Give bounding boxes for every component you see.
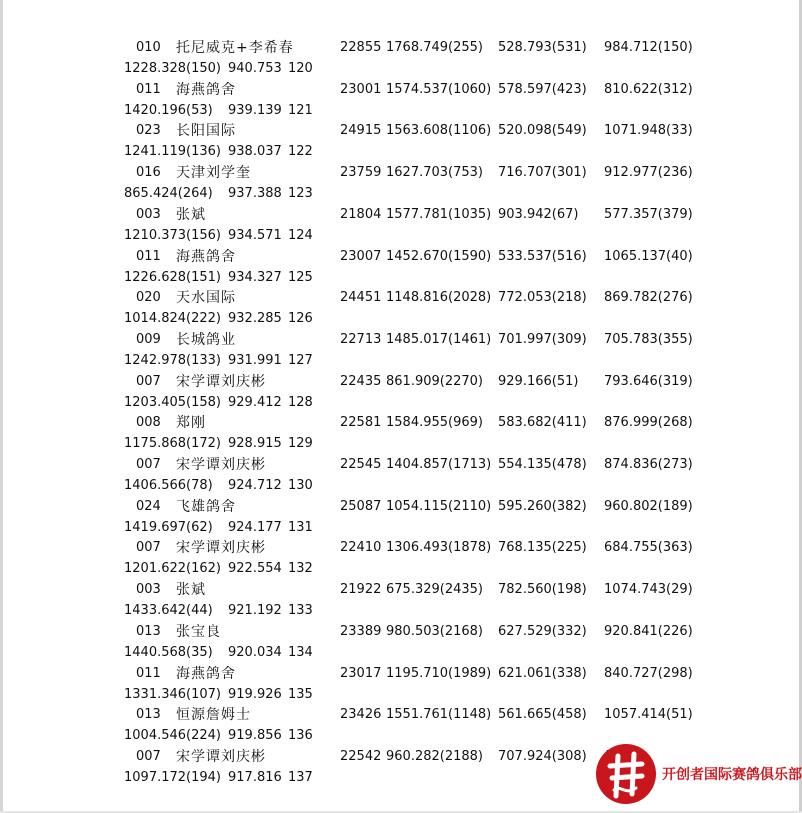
record-s1: 1306.493(1878) (386, 540, 492, 556)
record-rank: 125 (288, 269, 313, 285)
record-rank: 131 (288, 519, 313, 535)
record-s4: 1004.546(224) (124, 728, 221, 744)
record-seq: 010 (136, 40, 161, 55)
record-ring: 21804 (340, 206, 382, 222)
record-s1: 1404.857(1713) (386, 457, 492, 472)
record-seq: 008 (136, 415, 161, 431)
record-s2: 627.529(332) (498, 623, 587, 639)
record-s2: 595.260(382) (498, 498, 587, 514)
record-ring: 22713 (340, 331, 382, 347)
record-s1: 1563.608(1106) (386, 123, 492, 139)
record-total: 922.554 (228, 561, 282, 577)
record-rank: 124 (288, 227, 313, 243)
record-line-1 (0, 413, 802, 433)
record-s3: 684.755(363) (604, 540, 693, 556)
record-seq: 009 (136, 331, 161, 347)
record-line-2 (0, 59, 802, 79)
result-record (0, 330, 802, 372)
record-rank: 123 (288, 186, 313, 202)
record-line-1 (0, 163, 802, 183)
club-watermark (596, 744, 802, 804)
record-s1: 1452.670(1590) (386, 248, 492, 264)
record-s1: 1551.761(1148) (386, 707, 492, 723)
club-name: 开创者国际赛鸽俱乐部 (662, 767, 802, 783)
record-name: 天水国际 (176, 290, 236, 307)
record-ring: 25087 (340, 498, 382, 514)
record-s3: 1074.743(29) (604, 582, 693, 598)
record-ring: 24451 (340, 290, 382, 306)
record-total: 931.991 (228, 352, 282, 368)
record-s3: 984.712(150) (604, 40, 693, 55)
record-ring: 23426 (340, 707, 382, 723)
record-line-2 (0, 184, 802, 204)
record-s1: 1195.710(1989) (386, 665, 492, 681)
record-seq: 007 (136, 373, 161, 389)
result-record (0, 205, 802, 247)
record-seq: 007 (136, 748, 161, 764)
record-s2: 707.924(308) (498, 748, 587, 764)
record-s4: 1097.172(194) (124, 769, 221, 785)
result-record (0, 497, 802, 539)
record-line-1 (0, 455, 802, 475)
record-ring: 23007 (340, 248, 382, 264)
record-s4: 1226.628(151) (124, 269, 221, 285)
record-rank: 127 (288, 352, 313, 368)
record-seq: 020 (136, 290, 161, 306)
record-ring: 23389 (340, 623, 382, 639)
record-s4: 1419.697(62) (124, 519, 213, 535)
record-s3: 840.727(298) (604, 665, 693, 681)
record-s4: 1433.642(44) (124, 603, 213, 619)
record-s3: 810.622(312) (604, 81, 693, 97)
record-s1: 1577.781(1035) (386, 206, 492, 222)
record-s2: 929.166(51) (498, 373, 579, 389)
record-ring: 23759 (340, 165, 382, 181)
record-seq: 003 (136, 582, 161, 598)
record-s4: 1175.868(172) (124, 436, 221, 452)
record-name: 张宝良 (176, 623, 221, 640)
record-s4: 1242.978(133) (124, 352, 221, 368)
record-s1: 675.329(2435) (386, 582, 483, 598)
record-s3: 920.841(226) (604, 623, 693, 639)
record-line-2 (0, 142, 802, 162)
result-record (0, 664, 802, 706)
record-s2: 701.997(309) (498, 331, 587, 347)
record-line-1 (0, 80, 802, 100)
record-total: 919.926 (228, 686, 282, 702)
record-name: 宋学谭刘庆彬 (176, 457, 266, 473)
record-rank: 137 (288, 769, 313, 785)
record-s3: 876.999(268) (604, 415, 693, 431)
record-ring: 24915 (340, 123, 382, 139)
result-record (0, 247, 802, 289)
record-total: 921.192 (228, 603, 282, 619)
record-line-1 (0, 372, 802, 392)
record-s3: 960.802(189) (604, 498, 693, 514)
record-name: 长城鸽业 (176, 331, 236, 348)
record-name: 托尼威克+李希春 (176, 40, 294, 56)
record-name: 郑刚 (176, 415, 206, 432)
record-total: 934.571 (228, 227, 282, 243)
record-name: 海燕鸽舍 (176, 665, 236, 682)
record-seq: 011 (136, 665, 161, 681)
record-line-1 (0, 38, 802, 58)
record-name: 天津刘学奎 (176, 165, 251, 182)
record-rank: 122 (288, 144, 313, 160)
record-line-2 (0, 559, 802, 579)
record-s2: 528.793(531) (498, 40, 587, 55)
record-line-1 (0, 497, 802, 517)
record-s4: 1241.119(136) (124, 144, 221, 160)
record-s1: 1768.749(255) (386, 40, 483, 55)
record-seq: 007 (136, 457, 161, 472)
record-s3: 1065.137(40) (604, 248, 693, 264)
record-rank: 135 (288, 686, 313, 702)
record-s2: 716.707(301) (498, 165, 587, 181)
record-seq: 011 (136, 248, 161, 264)
record-s2: 621.061(338) (498, 665, 587, 681)
record-name: 海燕鸽舍 (176, 81, 236, 98)
record-rank: 136 (288, 728, 313, 744)
record-s1: 1574.537(1060) (386, 81, 492, 97)
record-total: 919.856 (228, 728, 282, 744)
record-ring: 23017 (340, 665, 382, 681)
record-ring: 22545 (340, 457, 382, 472)
record-line-1 (0, 664, 802, 684)
club-seal-logo (596, 744, 656, 804)
result-record (0, 372, 802, 414)
record-s4: 1331.346(107) (124, 686, 221, 702)
record-seq: 016 (136, 165, 161, 181)
record-name: 宋学谭刘庆彬 (176, 748, 266, 765)
result-record (0, 455, 802, 497)
record-s2: 578.597(423) (498, 81, 587, 97)
record-ring: 23001 (340, 81, 382, 97)
record-line-2 (0, 476, 802, 496)
record-line-2 (0, 601, 802, 621)
record-s4: 1014.824(222) (124, 311, 221, 327)
record-s2: 772.053(218) (498, 290, 587, 306)
record-s1: 960.282(2188) (386, 748, 483, 764)
record-s2: 554.135(478) (498, 457, 587, 472)
record-rank: 130 (288, 478, 313, 493)
record-total: 929.412 (228, 394, 282, 410)
result-record (0, 288, 802, 330)
record-name: 宋学谭刘庆彬 (176, 540, 266, 557)
record-rank: 133 (288, 603, 313, 619)
record-s4: 1406.566(78) (124, 478, 213, 493)
record-line-1 (0, 288, 802, 308)
record-ring: 21922 (340, 582, 382, 598)
record-s1: 1054.115(2110) (386, 498, 492, 514)
record-s1: 1627.703(753) (386, 165, 483, 181)
record-s1: 861.909(2270) (386, 373, 483, 389)
record-total: 937.388 (228, 186, 282, 202)
record-s2: 768.135(225) (498, 540, 587, 556)
record-name: 飞雄鸽舍 (176, 498, 236, 515)
record-s1: 980.503(2168) (386, 623, 483, 639)
result-record (0, 121, 802, 163)
record-line-1 (0, 705, 802, 725)
record-line-2 (0, 101, 802, 121)
record-line-2 (0, 643, 802, 663)
record-total: 939.139 (228, 102, 282, 118)
record-s4: 1440.568(35) (124, 644, 213, 660)
record-line-2 (0, 268, 802, 288)
record-line-1 (0, 247, 802, 267)
record-s1: 1485.017(1461) (386, 331, 492, 347)
record-rank: 128 (288, 394, 313, 410)
record-line-2 (0, 351, 802, 371)
record-line-1 (0, 622, 802, 642)
result-record (0, 413, 802, 455)
record-s2: 583.682(411) (498, 415, 587, 431)
result-record (0, 580, 802, 622)
record-total: 917.816 (228, 769, 282, 785)
record-total: 938.037 (228, 144, 282, 160)
record-ring: 22581 (340, 415, 382, 431)
record-name: 长阳国际 (176, 123, 236, 140)
record-line-1 (0, 330, 802, 350)
record-rank: 121 (288, 102, 313, 118)
record-s1: 1148.816(2028) (386, 290, 492, 306)
record-seq: 023 (136, 123, 161, 139)
record-line-2 (0, 434, 802, 454)
record-line-2 (0, 393, 802, 413)
record-rank: 126 (288, 311, 313, 327)
record-s3: 1057.414(51) (604, 707, 693, 723)
record-total: 928.915 (228, 436, 282, 452)
record-rank: 132 (288, 561, 313, 577)
record-total: 932.285 (228, 311, 282, 327)
record-s4: 865.424(264) (124, 186, 213, 202)
record-name: 张斌 (176, 582, 206, 599)
record-ring: 22410 (340, 540, 382, 556)
record-seq: 024 (136, 498, 161, 514)
record-total: 924.177 (228, 519, 282, 535)
result-record (0, 163, 802, 205)
record-total: 920.034 (228, 644, 282, 660)
record-s2: 903.942(67) (498, 206, 579, 222)
record-s3: 577.357(379) (604, 206, 693, 222)
record-name: 宋学谭刘庆彬 (176, 373, 266, 390)
record-s4: 1203.405(158) (124, 394, 221, 410)
record-line-2 (0, 685, 802, 705)
record-s3: 912.977(236) (604, 165, 693, 181)
record-name: 恒源詹姆士 (176, 707, 251, 724)
record-seq: 013 (136, 707, 161, 723)
record-ring: 22435 (340, 373, 382, 389)
result-record (0, 622, 802, 664)
record-ring: 22542 (340, 748, 382, 764)
record-s3: 869.782(276) (604, 290, 693, 306)
record-seq: 013 (136, 623, 161, 639)
record-s3: 1071.948(33) (604, 123, 693, 139)
record-ring: 22855 (340, 40, 382, 55)
record-rank: 129 (288, 436, 313, 452)
record-s3: 705.783(355) (604, 331, 693, 347)
result-record (0, 38, 802, 80)
record-s3: 874.836(273) (604, 457, 693, 472)
result-record (0, 705, 802, 747)
record-line-1 (0, 538, 802, 558)
record-line-1 (0, 121, 802, 141)
record-s4: 1201.622(162) (124, 561, 221, 577)
result-record (0, 80, 802, 122)
record-line-2 (0, 518, 802, 538)
record-s2: 520.098(549) (498, 123, 587, 139)
record-s2: 561.665(458) (498, 707, 587, 723)
record-line-1 (0, 205, 802, 225)
record-s2: 533.537(516) (498, 248, 587, 264)
record-rank: 134 (288, 644, 313, 660)
record-name: 海燕鸽舍 (176, 248, 236, 265)
record-line-2 (0, 309, 802, 329)
record-total: 940.753 (228, 61, 282, 76)
record-s4: 1228.328(150) (124, 61, 221, 76)
record-s1: 1584.955(969) (386, 415, 483, 431)
record-s4: 1210.373(156) (124, 227, 221, 243)
record-seq: 011 (136, 81, 161, 97)
record-total: 924.712 (228, 478, 282, 493)
record-seq: 007 (136, 540, 161, 556)
record-rank: 120 (288, 61, 313, 76)
record-s4: 1420.196(53) (124, 102, 213, 118)
record-s2: 782.560(198) (498, 582, 587, 598)
record-line-2 (0, 226, 802, 246)
record-s3: 793.646(319) (604, 373, 693, 389)
record-line-1 (0, 580, 802, 600)
result-record (0, 538, 802, 580)
record-total: 934.327 (228, 269, 282, 285)
record-seq: 003 (136, 206, 161, 222)
record-name: 张斌 (176, 206, 206, 223)
